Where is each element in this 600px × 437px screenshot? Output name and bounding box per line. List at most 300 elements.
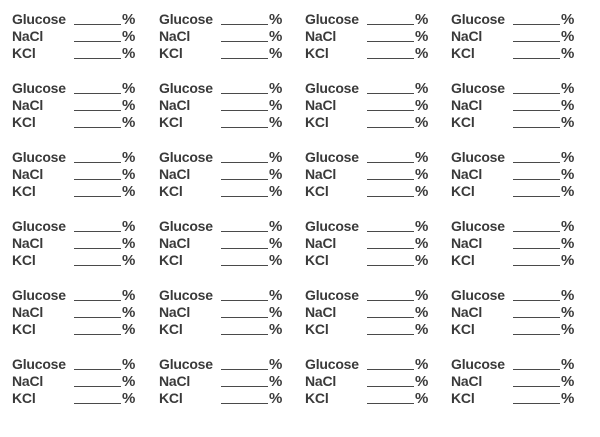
ingredient-name: KCl xyxy=(12,390,36,406)
percent-unit: % xyxy=(122,304,136,321)
label-line-nacl xyxy=(159,235,287,252)
ingredient-name: Glucose xyxy=(159,218,213,234)
fill-in-blank xyxy=(513,248,560,249)
fill-in-blank xyxy=(74,300,121,301)
percent-unit: % xyxy=(561,356,575,373)
percent-unit: % xyxy=(122,287,136,304)
label-line-glucose xyxy=(451,11,579,28)
fill-in-blank xyxy=(513,334,560,335)
ingredient-name: KCl xyxy=(305,252,329,268)
ingredient-name: Glucose xyxy=(159,11,213,27)
fill-in-blank xyxy=(221,127,268,128)
ingredient-name: Glucose xyxy=(305,80,359,96)
percent-unit: % xyxy=(269,45,283,62)
ingredient-name: Glucose xyxy=(12,149,66,165)
label-line-kcl xyxy=(12,183,140,200)
percent-unit: % xyxy=(415,321,429,338)
label-line-glucose xyxy=(12,287,140,304)
percent-unit: % xyxy=(269,80,283,97)
ingredient-name: KCl xyxy=(159,252,183,268)
fill-in-blank xyxy=(367,41,414,42)
label-line-nacl xyxy=(451,97,579,114)
ingredient-name: Glucose xyxy=(305,287,359,303)
label-line-nacl xyxy=(305,166,433,183)
ingredient-name: NaCl xyxy=(451,97,483,113)
percent-unit: % xyxy=(269,183,283,200)
ingredient-name: KCl xyxy=(451,252,475,268)
percent-unit: % xyxy=(122,149,136,166)
ingredient-name: Glucose xyxy=(159,80,213,96)
ingredient-name: NaCl xyxy=(305,304,337,320)
percent-unit: % xyxy=(269,149,283,166)
fill-in-blank xyxy=(74,127,121,128)
fill-in-blank xyxy=(221,231,268,232)
percent-unit: % xyxy=(122,321,136,338)
label-line-nacl xyxy=(305,97,433,114)
label-line-glucose xyxy=(12,11,140,28)
label-line-kcl xyxy=(159,45,287,62)
percent-unit: % xyxy=(269,114,283,131)
fill-in-blank xyxy=(367,24,414,25)
label-line-glucose xyxy=(451,218,579,235)
label-line-kcl xyxy=(305,114,433,131)
ingredient-name: KCl xyxy=(12,183,36,199)
label-line-nacl xyxy=(305,373,433,390)
label-line-kcl xyxy=(451,252,579,269)
percent-unit: % xyxy=(122,45,136,62)
label-card xyxy=(305,11,433,63)
label-line-glucose xyxy=(305,11,433,28)
fill-in-blank xyxy=(513,41,560,42)
label-card xyxy=(159,11,287,63)
fill-in-blank xyxy=(74,317,121,318)
fill-in-blank xyxy=(74,403,121,404)
label-line-glucose xyxy=(305,356,433,373)
fill-in-blank xyxy=(513,179,560,180)
fill-in-blank xyxy=(74,231,121,232)
ingredient-name: KCl xyxy=(451,390,475,406)
label-line-nacl xyxy=(159,373,287,390)
ingredient-name: NaCl xyxy=(305,28,337,44)
fill-in-blank xyxy=(221,386,268,387)
ingredient-name: Glucose xyxy=(305,11,359,27)
ingredient-name: KCl xyxy=(305,183,329,199)
label-line-glucose xyxy=(451,149,579,166)
percent-unit: % xyxy=(122,218,136,235)
label-line-glucose xyxy=(159,287,287,304)
fill-in-blank xyxy=(367,265,414,266)
percent-unit: % xyxy=(415,287,429,304)
label-line-nacl xyxy=(159,97,287,114)
label-card xyxy=(12,356,140,408)
ingredient-name: Glucose xyxy=(159,149,213,165)
label-line-nacl xyxy=(159,166,287,183)
label-line-kcl xyxy=(159,183,287,200)
percent-unit: % xyxy=(561,114,575,131)
label-line-kcl xyxy=(12,252,140,269)
fill-in-blank xyxy=(367,300,414,301)
ingredient-name: Glucose xyxy=(12,356,66,372)
percent-unit: % xyxy=(269,28,283,45)
percent-unit: % xyxy=(415,390,429,407)
percent-unit: % xyxy=(122,252,136,269)
percent-unit: % xyxy=(561,373,575,390)
label-line-kcl xyxy=(159,252,287,269)
ingredient-name: KCl xyxy=(305,321,329,337)
fill-in-blank xyxy=(367,386,414,387)
label-line-kcl xyxy=(12,45,140,62)
fill-in-blank xyxy=(221,41,268,42)
percent-unit: % xyxy=(269,304,283,321)
label-line-glucose xyxy=(451,287,579,304)
label-line-nacl xyxy=(12,373,140,390)
label-line-glucose xyxy=(12,218,140,235)
fill-in-blank xyxy=(513,127,560,128)
label-card xyxy=(12,149,140,201)
label-line-glucose xyxy=(159,356,287,373)
label-card xyxy=(159,149,287,201)
ingredient-name: NaCl xyxy=(305,373,337,389)
fill-in-blank xyxy=(513,386,560,387)
fill-in-blank xyxy=(221,317,268,318)
fill-in-blank xyxy=(221,196,268,197)
label-line-kcl xyxy=(305,321,433,338)
label-line-kcl xyxy=(451,183,579,200)
label-line-kcl xyxy=(305,252,433,269)
fill-in-blank xyxy=(74,334,121,335)
ingredient-name: Glucose xyxy=(305,149,359,165)
percent-unit: % xyxy=(269,252,283,269)
ingredient-name: NaCl xyxy=(451,166,483,182)
ingredient-name: KCl xyxy=(451,321,475,337)
label-card xyxy=(159,356,287,408)
label-line-glucose xyxy=(305,287,433,304)
percent-unit: % xyxy=(561,390,575,407)
fill-in-blank xyxy=(221,162,268,163)
fill-in-blank xyxy=(74,162,121,163)
percent-unit: % xyxy=(415,114,429,131)
label-line-kcl xyxy=(159,321,287,338)
percent-unit: % xyxy=(415,97,429,114)
ingredient-name: KCl xyxy=(305,114,329,130)
fill-in-blank xyxy=(221,369,268,370)
fill-in-blank xyxy=(367,334,414,335)
ingredient-name: Glucose xyxy=(12,11,66,27)
fill-in-blank xyxy=(74,369,121,370)
percent-unit: % xyxy=(269,373,283,390)
fill-in-blank xyxy=(513,265,560,266)
ingredient-name: Glucose xyxy=(159,287,213,303)
label-card xyxy=(12,218,140,270)
label-card xyxy=(451,149,579,201)
label-line-glucose xyxy=(305,218,433,235)
fill-in-blank xyxy=(513,369,560,370)
percent-unit: % xyxy=(122,80,136,97)
label-line-glucose xyxy=(451,356,579,373)
label-line-glucose xyxy=(12,80,140,97)
label-line-kcl xyxy=(451,114,579,131)
label-line-nacl xyxy=(305,304,433,321)
fill-in-blank xyxy=(74,248,121,249)
percent-unit: % xyxy=(269,356,283,373)
percent-unit: % xyxy=(269,11,283,28)
fill-in-blank xyxy=(221,248,268,249)
percent-unit: % xyxy=(561,166,575,183)
fill-in-blank xyxy=(513,162,560,163)
label-line-glucose xyxy=(12,149,140,166)
fill-in-blank xyxy=(74,41,121,42)
label-card xyxy=(451,11,579,63)
ingredient-name: KCl xyxy=(305,45,329,61)
label-line-nacl xyxy=(12,97,140,114)
fill-in-blank xyxy=(367,369,414,370)
label-line-nacl xyxy=(451,235,579,252)
percent-unit: % xyxy=(415,45,429,62)
label-line-nacl xyxy=(305,28,433,45)
percent-unit: % xyxy=(415,28,429,45)
percent-unit: % xyxy=(269,390,283,407)
percent-unit: % xyxy=(122,183,136,200)
label-line-kcl xyxy=(305,390,433,407)
label-line-nacl xyxy=(305,235,433,252)
percent-unit: % xyxy=(122,373,136,390)
label-card xyxy=(451,218,579,270)
ingredient-name: NaCl xyxy=(12,166,44,182)
percent-unit: % xyxy=(122,356,136,373)
percent-unit: % xyxy=(415,149,429,166)
percent-unit: % xyxy=(415,235,429,252)
percent-unit: % xyxy=(561,28,575,45)
label-line-kcl xyxy=(451,45,579,62)
fill-in-blank xyxy=(221,300,268,301)
percent-unit: % xyxy=(415,373,429,390)
percent-unit: % xyxy=(122,235,136,252)
label-line-glucose xyxy=(159,149,287,166)
fill-in-blank xyxy=(513,24,560,25)
fill-in-blank xyxy=(221,179,268,180)
label-line-nacl xyxy=(451,373,579,390)
label-line-glucose xyxy=(12,356,140,373)
label-line-nacl xyxy=(159,304,287,321)
ingredient-name: NaCl xyxy=(159,28,191,44)
label-line-kcl xyxy=(451,321,579,338)
label-card xyxy=(305,356,433,408)
percent-unit: % xyxy=(415,356,429,373)
label-line-nacl xyxy=(159,28,287,45)
label-line-kcl xyxy=(12,321,140,338)
percent-unit: % xyxy=(561,183,575,200)
label-line-kcl xyxy=(159,114,287,131)
percent-unit: % xyxy=(561,149,575,166)
fill-in-blank xyxy=(74,179,121,180)
fill-in-blank xyxy=(74,58,121,59)
ingredient-name: NaCl xyxy=(159,97,191,113)
fill-in-blank xyxy=(221,334,268,335)
ingredient-name: NaCl xyxy=(12,235,44,251)
percent-unit: % xyxy=(269,321,283,338)
ingredient-name: Glucose xyxy=(305,356,359,372)
percent-unit: % xyxy=(561,287,575,304)
label-line-kcl xyxy=(159,390,287,407)
label-line-kcl xyxy=(12,114,140,131)
fill-in-blank xyxy=(221,265,268,266)
fill-in-blank xyxy=(513,300,560,301)
ingredient-name: KCl xyxy=(451,183,475,199)
ingredient-name: NaCl xyxy=(159,304,191,320)
label-line-nacl xyxy=(12,28,140,45)
label-card xyxy=(451,356,579,408)
fill-in-blank xyxy=(221,403,268,404)
fill-in-blank xyxy=(221,58,268,59)
fill-in-blank xyxy=(74,386,121,387)
percent-unit: % xyxy=(269,166,283,183)
fill-in-blank xyxy=(513,58,560,59)
fill-in-blank xyxy=(367,127,414,128)
label-card xyxy=(305,80,433,132)
percent-unit: % xyxy=(122,114,136,131)
percent-unit: % xyxy=(415,218,429,235)
label-card xyxy=(159,287,287,339)
label-card xyxy=(12,80,140,132)
fill-in-blank xyxy=(74,265,121,266)
percent-unit: % xyxy=(561,321,575,338)
ingredient-name: Glucose xyxy=(12,218,66,234)
label-card xyxy=(159,218,287,270)
percent-unit: % xyxy=(561,218,575,235)
ingredient-name: Glucose xyxy=(451,80,505,96)
ingredient-name: KCl xyxy=(12,252,36,268)
percent-unit: % xyxy=(561,11,575,28)
percent-unit: % xyxy=(561,252,575,269)
percent-unit: % xyxy=(415,252,429,269)
percent-unit: % xyxy=(269,287,283,304)
fill-in-blank xyxy=(74,196,121,197)
label-line-glucose xyxy=(305,80,433,97)
percent-unit: % xyxy=(122,166,136,183)
ingredient-name: Glucose xyxy=(12,80,66,96)
fill-in-blank xyxy=(367,248,414,249)
ingredient-name: NaCl xyxy=(451,235,483,251)
ingredient-name: NaCl xyxy=(451,373,483,389)
ingredient-name: NaCl xyxy=(451,304,483,320)
ingredient-name: NaCl xyxy=(305,97,337,113)
label-line-nacl xyxy=(451,304,579,321)
percent-unit: % xyxy=(561,80,575,97)
fill-in-blank xyxy=(221,24,268,25)
label-card xyxy=(12,11,140,63)
ingredient-name: Glucose xyxy=(305,218,359,234)
label-card xyxy=(159,80,287,132)
ingredient-name: Glucose xyxy=(451,218,505,234)
label-line-glucose xyxy=(159,11,287,28)
fill-in-blank xyxy=(513,403,560,404)
fill-in-blank xyxy=(513,110,560,111)
ingredient-name: KCl xyxy=(12,45,36,61)
percent-unit: % xyxy=(415,80,429,97)
fill-in-blank xyxy=(367,196,414,197)
fill-in-blank xyxy=(367,58,414,59)
fill-in-blank xyxy=(367,179,414,180)
percent-unit: % xyxy=(415,183,429,200)
ingredient-name: NaCl xyxy=(159,235,191,251)
label-card xyxy=(305,287,433,339)
ingredient-name: KCl xyxy=(159,183,183,199)
fill-in-blank xyxy=(221,110,268,111)
label-card xyxy=(12,287,140,339)
label-line-nacl xyxy=(451,166,579,183)
percent-unit: % xyxy=(561,97,575,114)
label-line-glucose xyxy=(451,80,579,97)
fill-in-blank xyxy=(513,93,560,94)
percent-unit: % xyxy=(415,166,429,183)
percent-unit: % xyxy=(122,11,136,28)
fill-in-blank xyxy=(513,196,560,197)
label-line-glucose xyxy=(159,80,287,97)
ingredient-name: KCl xyxy=(159,321,183,337)
ingredient-name: NaCl xyxy=(451,28,483,44)
fill-in-blank xyxy=(513,231,560,232)
percent-unit: % xyxy=(122,97,136,114)
label-line-nacl xyxy=(12,304,140,321)
ingredient-name: NaCl xyxy=(159,373,191,389)
label-card xyxy=(451,287,579,339)
ingredient-name: KCl xyxy=(451,45,475,61)
percent-unit: % xyxy=(415,11,429,28)
label-line-nacl xyxy=(12,235,140,252)
label-line-kcl xyxy=(451,390,579,407)
ingredient-name: NaCl xyxy=(12,28,44,44)
ingredient-name: KCl xyxy=(451,114,475,130)
fill-in-blank xyxy=(367,317,414,318)
ingredient-name: KCl xyxy=(12,114,36,130)
label-line-kcl xyxy=(305,183,433,200)
ingredient-name: KCl xyxy=(305,390,329,406)
label-line-glucose xyxy=(159,218,287,235)
label-card xyxy=(305,149,433,201)
label-line-kcl xyxy=(12,390,140,407)
ingredient-name: KCl xyxy=(159,45,183,61)
fill-in-blank xyxy=(367,403,414,404)
fill-in-blank xyxy=(74,93,121,94)
ingredient-name: Glucose xyxy=(451,287,505,303)
percent-unit: % xyxy=(269,235,283,252)
label-card xyxy=(451,80,579,132)
label-line-nacl xyxy=(12,166,140,183)
ingredient-name: NaCl xyxy=(305,235,337,251)
ingredient-name: NaCl xyxy=(12,373,44,389)
fill-in-blank xyxy=(367,231,414,232)
percent-unit: % xyxy=(122,390,136,407)
percent-unit: % xyxy=(269,218,283,235)
fill-in-blank xyxy=(74,24,121,25)
ingredient-name: NaCl xyxy=(159,166,191,182)
percent-unit: % xyxy=(561,45,575,62)
ingredient-name: Glucose xyxy=(12,287,66,303)
percent-unit: % xyxy=(561,304,575,321)
ingredient-name: Glucose xyxy=(159,356,213,372)
fill-in-blank xyxy=(74,110,121,111)
ingredient-name: NaCl xyxy=(305,166,337,182)
label-line-glucose xyxy=(305,149,433,166)
fill-in-blank xyxy=(513,317,560,318)
ingredient-name: NaCl xyxy=(12,97,44,113)
ingredient-name: Glucose xyxy=(451,356,505,372)
percent-unit: % xyxy=(269,97,283,114)
percent-unit: % xyxy=(415,304,429,321)
fill-in-blank xyxy=(367,93,414,94)
percent-unit: % xyxy=(122,28,136,45)
label-card xyxy=(305,218,433,270)
